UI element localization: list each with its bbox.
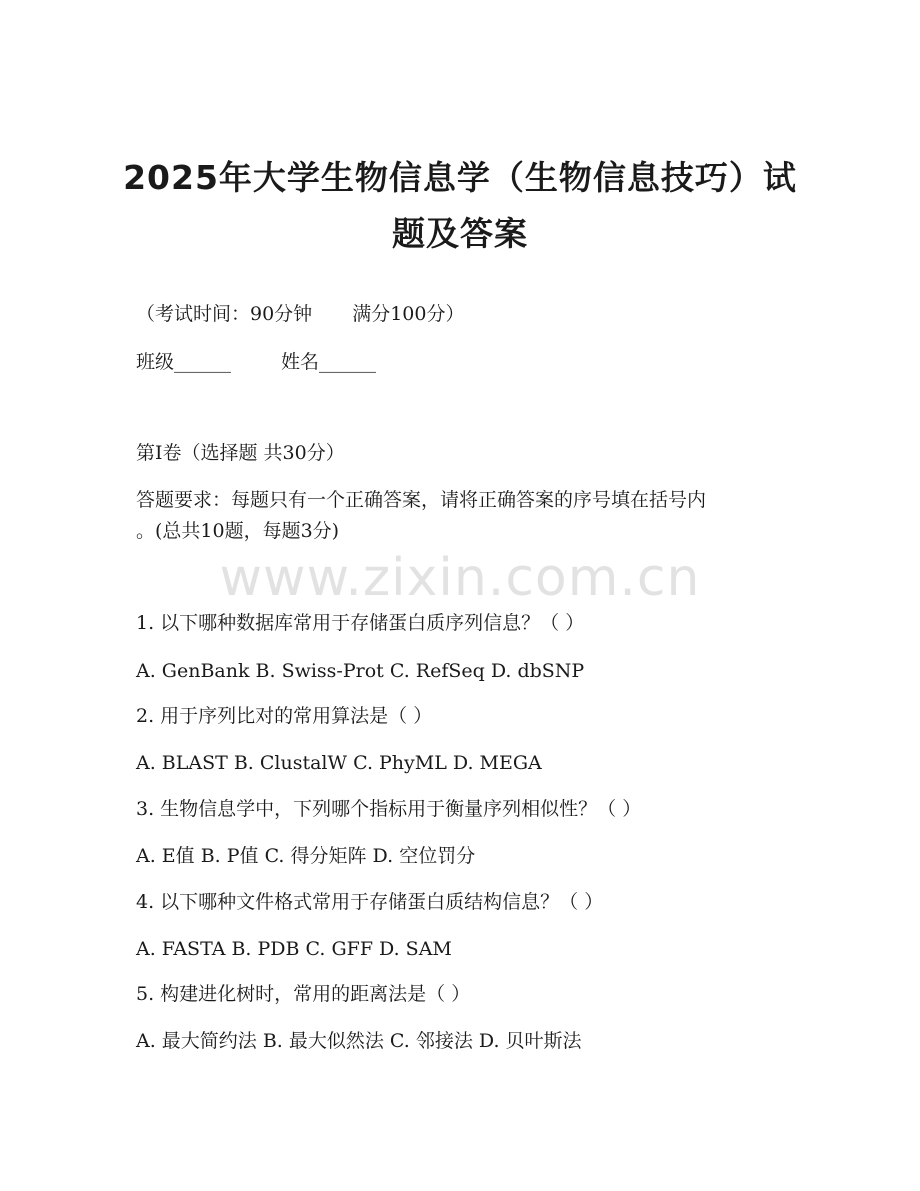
question-1-options: A. GenBank B. Swiss-Prot C. RefSeq D. dbSNP — [136, 660, 585, 682]
instructions-line-1: 答题要求：每题只有一个正确答案，请将正确答案的序号填在括号内 — [136, 489, 707, 511]
question-4: 4. 以下哪种文件格式常用于存储蛋白质结构信息？（ ） — [136, 891, 604, 913]
question-5: 5. 构建进化树时，常用的距离法是（ ） — [136, 983, 471, 1005]
section-heading: 第I卷（选择题 共30分） — [136, 442, 345, 464]
watermark: www.zixin.com.cn — [219, 548, 701, 608]
document-title — [120, 150, 800, 262]
student-fields — [136, 350, 376, 374]
class-field: 班级______ — [136, 351, 232, 373]
exam-info — [136, 302, 464, 326]
question-4-options: A. FASTA B. PDB C. GFF D. SAM — [136, 938, 452, 960]
name-field: 姓名______ — [281, 351, 377, 373]
question-5-options: A. 最大简约法 B. 最大似然法 C. 邻接法 D. 贝叶斯法 — [136, 1030, 582, 1052]
title-line-1: 2025年大学生物信息学（生物信息技巧）试 — [123, 158, 797, 197]
instructions-line-2: 。(总共10题，每题3分) — [136, 520, 340, 542]
question-2: 2. 用于序列比对的常用算法是（ ） — [136, 705, 433, 727]
question-1: 1. 以下哪种数据库常用于存储蛋白质序列信息？（ ） — [136, 612, 585, 634]
question-3: 3. 生物信息学中，下列哪个指标用于衡量序列相似性？（ ） — [136, 798, 642, 820]
exam-time: （考试时间：90分钟 — [136, 303, 313, 325]
question-2-options: A. BLAST B. ClustalW C. PhyML D. MEGA — [136, 752, 542, 774]
question-3-options: A. E值 B. P值 C. 得分矩阵 D. 空位罚分 — [136, 845, 476, 867]
title-line-2: 题及答案 — [392, 214, 528, 253]
exam-score: 满分100分） — [352, 303, 465, 325]
